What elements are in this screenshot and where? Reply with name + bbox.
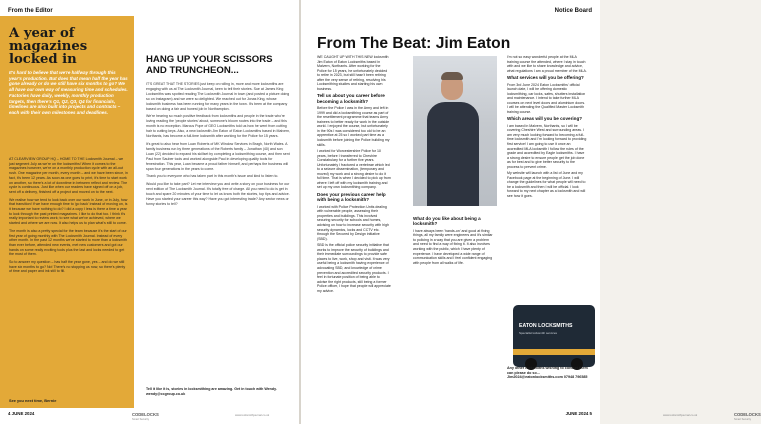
sidebar-title: HANG UP YOUR SCISSORS AND TRUNCHEON...: [146, 54, 273, 76]
van-stripe: [513, 349, 595, 355]
sidebar-paragraph: It's great to also hear from Luan Roberts of MK Window Services in Bragh, North Wales. A family business run by three generations of the Roberts family – Jonathan (40) and son Luan (22) decided to expand his skillset by completing a locksmithing course, and then sent Paul from Sauber tools and worked alongside Paul in developing quality tools for fenestration. This year, Luan became a proud father himself, and perhaps the business will span four generations in the years to come.: [146, 141, 290, 171]
article-column-1: [317, 55, 391, 295]
right-page: [301, 0, 761, 424]
logo-subtext: Smart Security: [734, 418, 752, 421]
article-paragraph: SBD is the official police security initiative that works to improve the security of buildings and their immediate surroundings to provide safe places to live, work, shop and visit. It was very useful being a locksmith having experience of advocating SBD, and knowledge of crime prevention and accredited security products. I feel in fortunate position of being able to advise the right products, still being a former Police officer, I hope that people will appreciate my advice.: [317, 243, 391, 293]
contact-info: Any other locksmiths wishing to contact them can please do so... Jim2024@eatonlocksmiths.com 07948 796585: [507, 366, 588, 380]
article-paragraph: Before the Police I was in the Army and left in 1999 and did a locksmithing course as part of the resettlement programme that teams Army trainees to better ready for work in the outside world. I enjoyed the course, but unfortunately in the 90s I was considered too old to be an apprentice at 25 so I worked part time as a locksmith before joining the Police building my skills.: [317, 106, 390, 147]
sidebar-paragraph: We're hearing so much positive feedback from locksmiths and people in the trade who're loving reading the 'people stories' about, someone's bloom routes into the trade – and this month is no exception. Marcus Pope of GEO Locksmiths told us how he went from cutting hair to cutting keys. Also, a new locksmith Jim Eaton of Eaton Locksmiths based in Malvern, Northants, has become a full-time locksmith after working for the Police for 15 years.: [146, 114, 291, 139]
article-column-2: [413, 214, 493, 267]
logo-text: CODELOCKS: [132, 412, 159, 417]
sidebar-column: [134, 16, 299, 408]
editor-paragraph: The month is also a pretty special for the team because it's the start of our first year of going monthly with The Locksmith Journal. Instead of every other month. In the past 12 months we've started to more than a locksmith than ever before, attended new events, met new customers and got our hands on some really exciting tools plus the last and locks needed to get the most of them.: [9, 228, 127, 257]
portrait-hair: [441, 72, 463, 80]
sidebar-body: [146, 82, 291, 210]
article-question: Tell us about you career before becoming a locksmith?: [317, 93, 385, 104]
editor-title: A year of magazines locked in: [9, 26, 88, 67]
article-column-3: [507, 55, 587, 201]
van-photo: [513, 305, 595, 367]
left-page: [0, 0, 299, 424]
article-paragraph: I am based in Malvern, Northants, so I will be covering Cheshire West and surrounding areas. I am very much looking forward to becoming a full-time locksmith and I'm looking forward to providing first service! I am going to use it once an accredited MLA locksmith I follow the rules of the grade and accredited by Eagle locksmiths. I have a strong desire to ensure people get the job done as for best and to give better security to the process to prevent crime.: [507, 123, 587, 169]
article-paragraph: WE CAUGHT UP WITH THIS NEW locksmith Jim Eaton of Eaton Locksmiths based in Malvern, Northants. After working for the Police for 15 years, he unfortunately decided to retire in 2023, but still hasn't been retiring after the very sense of retiring, resolving his Locksmithing studies and starting his own business.: [317, 55, 389, 91]
section-header: Notice Board: [554, 8, 592, 14]
article-question: What do you like about being a locksmith?: [413, 216, 481, 227]
editor-sign-off: See you next time, Bernie: [9, 398, 57, 403]
van-caption: Specialist locksmith services: [519, 331, 558, 335]
sidebar-paragraph: Would you like to take part? Let me interview you and write a story on your business for our next edition of The Locksmith Journal. It's totally free of charge. All you need to do is get in touch and spare 20 minutes of your time to let us know both the stories, top tips and advice. Have you started your career this way? Have you got interesting trade? Any sector news or funny stories to tell?: [146, 182, 290, 206]
article-paragraph: I worked with Police Protection Units dealing with vulnerable people, assessing their properties and buildings. This involved securing security for schools and homes, advising on how to increase security with high security dynamics, locks and CCTV etc. through the Secured by Design initiative (SBD).: [317, 204, 389, 241]
section-header: From the Editor: [8, 8, 53, 14]
page-number: 4 JUNE 2024: [8, 411, 35, 416]
article-title: From The Beat: Jim Eaton: [317, 35, 511, 52]
article-paragraph: I have always been 'hands-on' and good at fixing things, all my family were engineers and it's similar to policing in a way that you are given a problem and need to find a way of fixing it. It also involves working with the public, which I have plenty of experience. I have developed a wide range of communication skills and I feel confident engaging with people from all walks of life.: [413, 228, 493, 265]
sidebar-footer: Tell it like it is, stories in locksmithing are amazing. Get in touch with Wendy. wendy@ccgroup.co.uk: [146, 387, 277, 396]
website-link[interactable]: www.locksmithjournal.co.uk: [235, 413, 270, 417]
editor-paragraph: So to answer my question – has half the year gone, yes – and do we still have six months to go? No! There's no stopping us now, so there's plenty of time and paper and ink still to fill.: [9, 260, 126, 274]
editor-paragraph: AT CLEARVIEW GROUP HQ – HOME TO THE Locksmith Journal – we just segment July as we're on the locksmiths! When it comes to the magazines however, we're on a monthly production cycle with an all-out rush. One magazine per month, every month – and we have been since, in fact, it's been 12 years. As soon as one goes to print, it's time to start work on another, so there's a lot of downtime in between reflect and review. The cycle is continuous. Just like when our readers have signed off on a job, sent off a delivery, finished off a project and moved on to the next.: [9, 157, 128, 194]
article-paragraph: I'm not so easy wonderful people at the MLA training course the attended, where I stay in touch with and we like to share knowledge and advice, what regulations I am a proud member of the MLA.: [507, 55, 587, 73]
codelocks-logo: [132, 412, 159, 421]
logo-text: CODELOCKS: [734, 412, 761, 417]
article-question: What services will you be offering?: [507, 75, 584, 81]
editor-paragraph: We realise how we tend to look back over our work in June, or in July, how that transition! If we have enough time to 'go back' instead of moving on, is it because we have nothing to do? I did a copy I less is there a time a year to look through the past printed magazines. I like to do that too. I think it's really important to review work; to see what we've achieved, where we started and where we are now. It also helps us to plan what's still to come.: [9, 197, 128, 226]
article-paragraph: My website will launch with a list of June and my Facebook page at the beginning of June. I will change the guidelines for what people will need to be a locksmith and then I will be official. I look forward to my next chapter as a locksmith and will see how it goes.: [507, 171, 586, 199]
article-question: Which areas will you be covering?: [507, 116, 583, 122]
sidebar-paragraph: IT'S GREAT THAT THE STORIES just keep on rolling in, more and more locksmiths are engaging with us at The Locksmith Journal, keen to tell their stories. Sue at James King Locksmiths was spotted reading The Locksmith Journal in town (and posted a picture doing so on Instagram) and we were so delighted. We reached out for Jonas King, whose locksmith business has been running for many years in the town. It's been at the company based on doing a fair and honest job in Northampton.: [146, 82, 290, 111]
van-brand: EATON LOCKSMITHS: [519, 323, 573, 329]
article-paragraph: From 3rd June 2024 Eaton Locksmiths' official launch date, I will be offering domestic locksmithing, car locks, safes, shutters installation and maintenance. I intend to take further MLA courses on next level doors and aluminium doors. I will be attending the Qualified Master Locksmith training course.: [507, 82, 586, 114]
logo-subtext: Smart Security: [132, 418, 150, 421]
codelocks-logo: [734, 412, 761, 421]
website-link[interactable]: www.locksmithjournal.co.uk: [663, 413, 698, 417]
sidebar-paragraph: Thank you to everyone who has taken part in this month's issue and kind to listen to.: [146, 174, 279, 179]
page-number: JUNE 2024 5: [565, 411, 592, 416]
editor-body: [9, 157, 129, 277]
article-paragraph: I worked for Worcestershire Police for 10 years, before I transferred to Cheshire Constabulary for a further five years. Unfortunately I fractured a vertebrae which led to a seizure dissemination, (temporary and moved) my work and a strong desire to do it full time. That is when I decided to pick up from where I left off with my locksmith training and set up my own locksmithing company.: [317, 149, 391, 190]
portrait-photo: [413, 56, 497, 206]
article-question: Does your previous career help with being a locksmith?: [317, 192, 386, 203]
editor-intro: It's hard to believe that we're halfway through this year's production. But does that mean half the year has gone already or do we still have six months to go? We all have our own way of measuring time and schedules. Factories have daily, weekly, monthly production targets, then there's Q1, Q2, Q3, Q4 for financials, timelines are also built into projects and contracts – each with their own milestones and deadlines.: [9, 70, 128, 115]
portrait-body: [427, 102, 479, 206]
